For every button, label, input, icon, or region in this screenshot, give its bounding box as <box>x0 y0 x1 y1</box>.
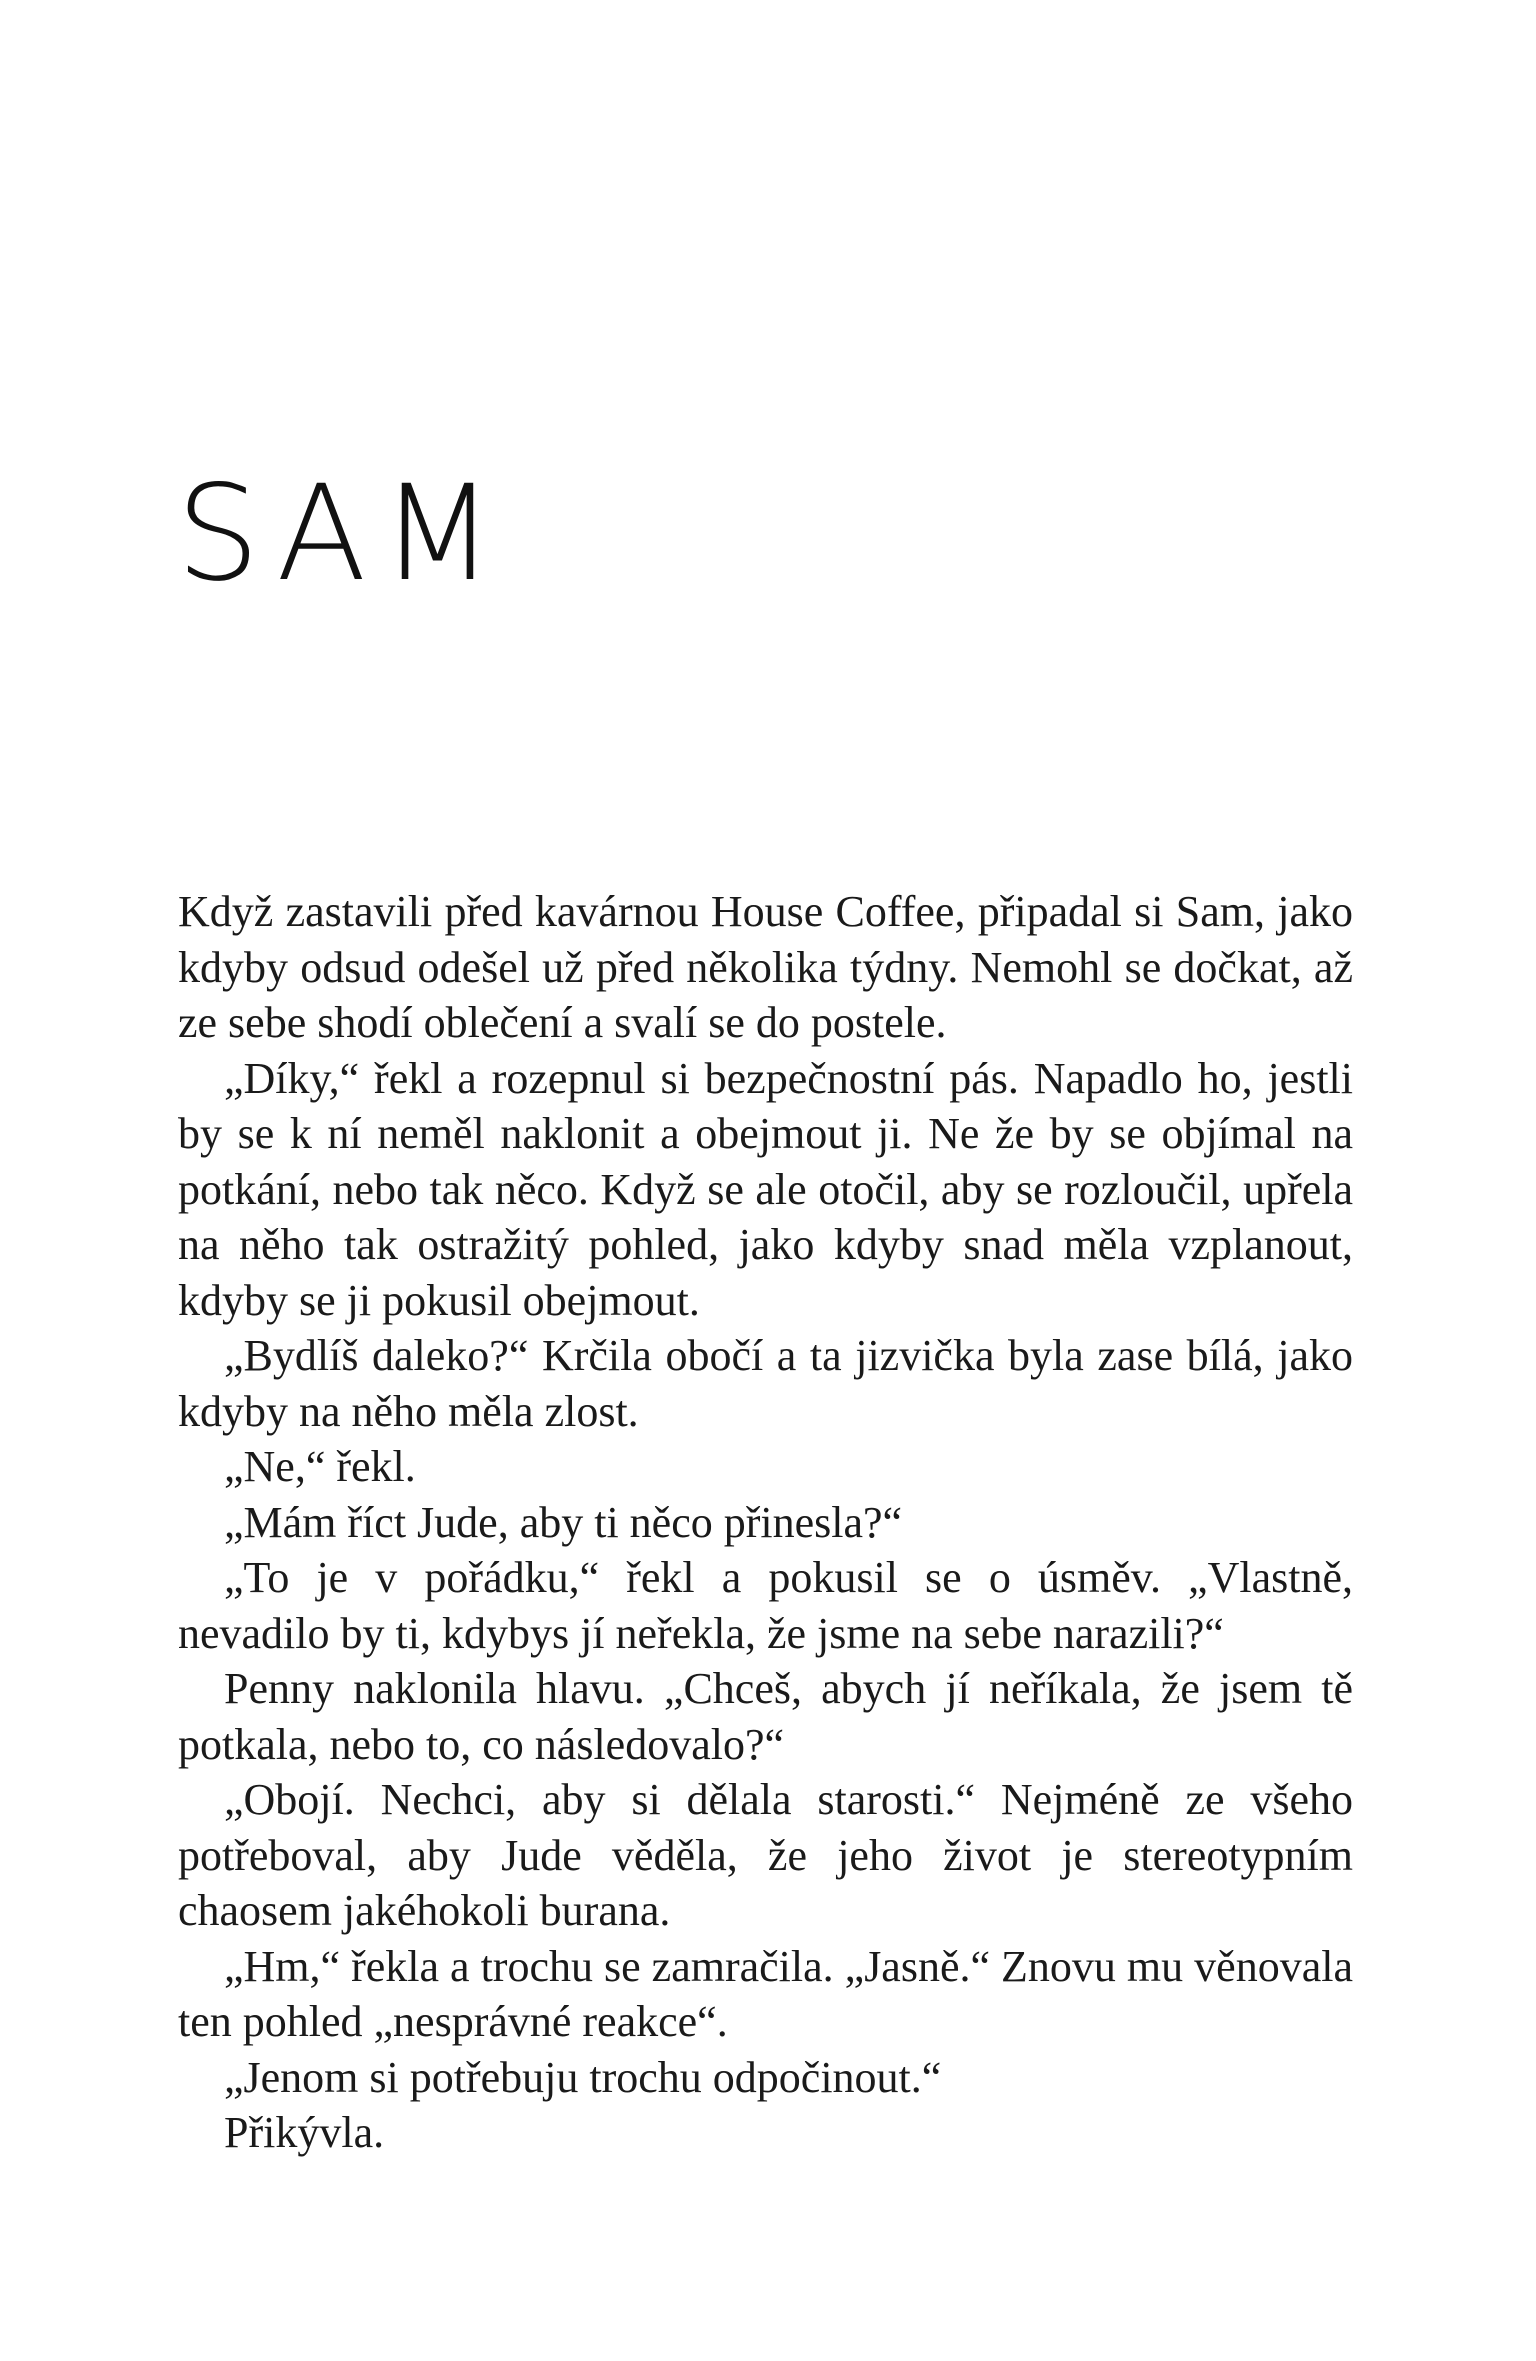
paragraph: „Hm,“ řekla a trochu se zamračila. „Jasně.“ Znovu mu věnovala ten pohled „nesprávné reakce“. <box>178 1941 1353 2046</box>
paragraph: „Mám říct Jude, aby ti něco přinesla?“ <box>224 1497 903 1547</box>
paragraph: „Bydlíš daleko?“ Krčila obočí a ta jizvička byla zase bílá, jako kdyby na něho měla zlost. <box>178 1331 1353 1436</box>
paragraph: Penny naklonila hlavu. „Chceš, abych jí neříkala, že jsem tě potkala, nebo to, co následovalo?“ <box>178 1664 1353 1769</box>
chapter-title: SAM <box>176 457 509 611</box>
paragraph: Když zastavili před kavárnou House Coffee, připadal si Sam, jako kdyby odsud odešel už před několika týdny. Nemohl se dočkat, až ze sebe shodí oblečení a svalí se do postele. <box>178 887 1353 1047</box>
paragraph: „Jenom si potřebuju trochu odpočinout.“ <box>224 2052 942 2102</box>
paragraph: Přikývla. <box>224 2108 385 2157</box>
paragraph: „Obojí. Nechci, aby si dělala starosti.“ Nejméně ze všeho potřeboval, aby Jude věděla, že jeho život je stereotypním chaosem jakéhokoli burana. <box>178 1775 1353 1935</box>
paragraph: „Díky,“ řekl a rozepnul si bezpečnostní pás. Napadlo ho, jestli by se k ní neměl naklonit a obejmout ji. Ne že by se objímal na potkání, nebo tak něco. Když se ale otočil, aby se rozloučil, upřela na něho tak ostražitý pohled, jako kdyby snad měla vzplanout, kdyby se ji pokusil obejmout. <box>178 1053 1353 1325</box>
chapter-body <box>178 884 1353 2161</box>
paragraph: „Ne,“ řekl. <box>224 1442 416 1491</box>
paragraph: „To je v pořádku,“ řekl a pokusil se o úsměv. „Vlastně, nevadilo by ti, kdybys jí neřekla, že jsme na sebe narazili?“ <box>178 1553 1353 1658</box>
